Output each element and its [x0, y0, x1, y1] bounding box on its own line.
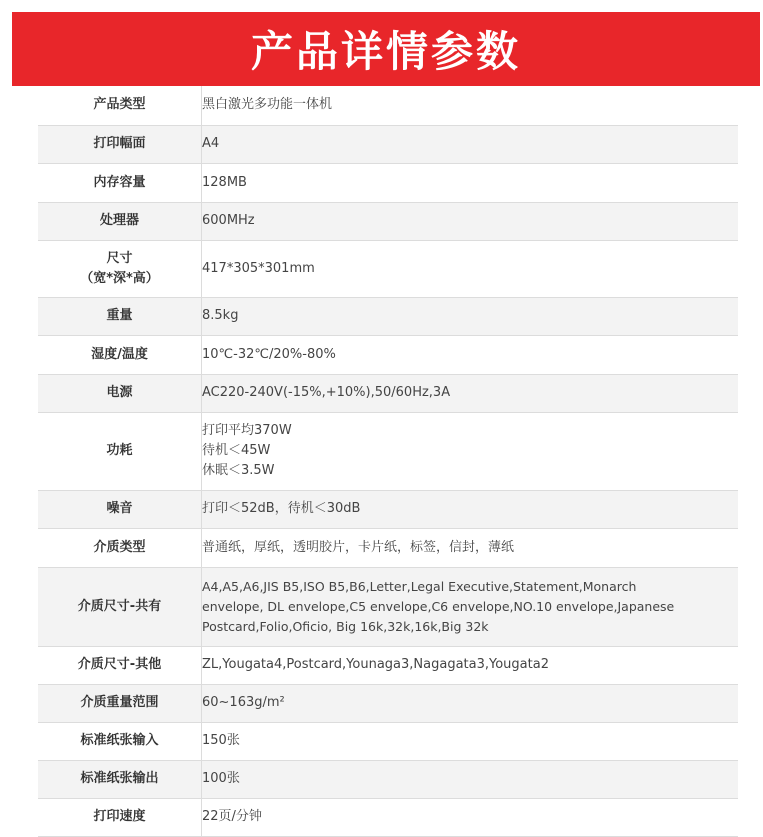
spec-label: 功耗: [38, 412, 202, 490]
spec-label: 湿度/温度: [38, 335, 202, 374]
spec-value: 打印＜52dB，待机＜30dB: [202, 490, 739, 528]
spec-label: 打印幅面: [38, 125, 202, 163]
page-title: 产品详情参数: [250, 27, 521, 76]
spec-label: 尺寸 （宽*深*高）: [38, 240, 202, 297]
spec-value: 100张: [202, 760, 739, 798]
spec-label: 电源: [38, 374, 202, 412]
spec-value: 60~163g/m²: [202, 684, 739, 722]
spec-value: 600MHz: [202, 202, 739, 240]
spec-label: 处理器: [38, 202, 202, 240]
spec-value: 10℃-32℃/20%-80%: [202, 335, 739, 374]
spec-value: ZL,Yougata4,Postcard,Younaga3,Nagagata3,Yougata2: [202, 646, 739, 684]
spec-label: 产品类型: [38, 86, 202, 125]
spec-value: 150张: [202, 722, 739, 760]
spec-table: [38, 86, 738, 837]
spec-value: A4,A5,A6,JIS B5,ISO B5,B6,Letter,Legal Executive,Statement,Monarch envelope, DL envelope,C5 envelope,C6 envelope,NO.10 envelope,Japanese Postcard,Folio,Oficio, Big 16k,32k,16k,Big 32k: [202, 567, 739, 646]
spec-label: 重量: [38, 297, 202, 335]
spec-label: 噪音: [38, 490, 202, 528]
spec-label: 打印速度: [38, 798, 202, 836]
spec-value: 22页/分钟: [202, 798, 739, 836]
spec-label: 介质尺寸-其他: [38, 646, 202, 684]
spec-value: 8.5kg: [202, 297, 739, 335]
spec-value: 普通纸，厚纸，透明胶片，卡片纸，标签，信封，薄纸: [202, 528, 739, 567]
spec-value: A4: [202, 125, 739, 163]
spec-value: AC220-240V(-15%,+10%),50/60Hz,3A: [202, 374, 739, 412]
spec-label: 介质重量范围: [38, 684, 202, 722]
spec-label: 标准纸张输出: [38, 760, 202, 798]
spec-value: 417*305*301mm: [202, 240, 739, 297]
spec-label: 标准纸张输入: [38, 722, 202, 760]
spec-value: 黑白激光多功能一体机: [202, 86, 739, 125]
header-banner: [12, 12, 760, 86]
spec-label: 内存容量: [38, 163, 202, 202]
spec-value: 128MB: [202, 163, 739, 202]
spec-label: 介质类型: [38, 528, 202, 567]
spec-value: 打印平均370W 待机＜45W 休眠＜3.5W: [202, 412, 739, 490]
spec-label: 介质尺寸-共有: [38, 567, 202, 646]
